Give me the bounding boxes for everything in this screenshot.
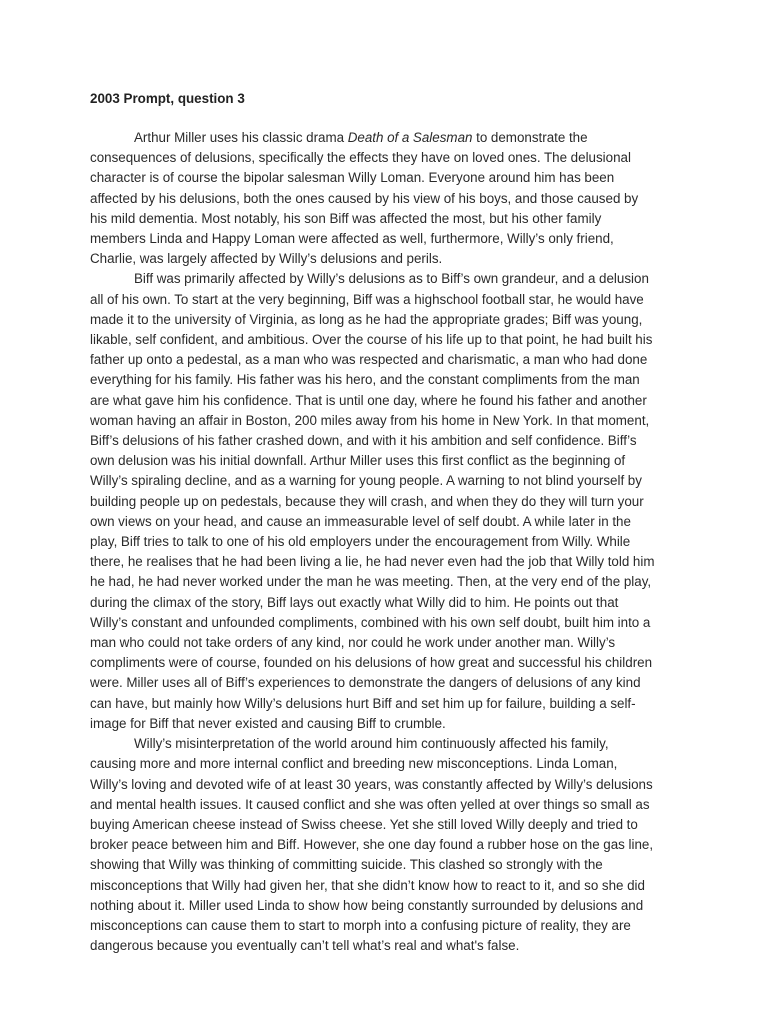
text-line: affected by his delusions, both the ones caused by his view of his boys, and those caused by [90, 190, 639, 206]
text-line: his mild dementia. Most notably, his son Biff was affected the most, but his other family [90, 210, 602, 226]
text-line: own delusion was his initial downfall. Arthur Miller uses this first conflict as the beginning of [90, 453, 626, 469]
document-title: 2003 Prompt, question 3 [90, 91, 245, 106]
text-line: play, Biff tries to talk to one of his old employers under the encouragement from Willy. While [90, 534, 631, 550]
text-line: Willy’s constant and unfounded compliments, combined with his own self doubt, built him into a [90, 614, 651, 630]
text-line: can have, but mainly how Willy’s delusions hurt Biff and set him up for failure, building a self- [90, 695, 636, 711]
text-line: Willy’s misinterpretation of the world around him continuously affected his family, [134, 736, 609, 752]
text-line: all of his own. To start at the very beginning, Biff was a highschool football star, he would have [90, 291, 644, 307]
text-line: Willy’s loving and devoted wife of at least 30 years, was constantly affected by Willy’s delusions [90, 776, 653, 792]
text-line: Arthur Miller uses his classic drama Death of a Salesman to demonstrate the [134, 130, 588, 145]
text-line: broker peace between him and Biff. However, she one day found a rubber hose on the gas line, [90, 837, 654, 853]
paragraphs-container [90, 128, 690, 956]
paragraph [90, 269, 690, 734]
text-line: nothing about it. Miller used Linda to show how being constantly surrounded by delusions and [90, 897, 644, 913]
text-line: showing that Willy was thinking of committing suicide. This clashed so strongly with the [90, 857, 603, 873]
text-line: everything for his family. His father was his hero, and the constant compliments from the man [90, 372, 640, 388]
text-line: image for Biff that never existed and causing Biff to crumble. [90, 715, 446, 731]
text-line: own views on your head, and cause an immeasurable level of self doubt. A while later in the [90, 513, 631, 529]
text-line: are what gave him his confidence. That is until one day, where he found his father and another [90, 392, 647, 408]
document-body [90, 89, 690, 956]
text-line: there, he realises that he had been living a lie, he had never even had the job that Willy told him [90, 554, 655, 570]
text-line: character is of course the bipolar salesman Willy Loman. Everyone around him has been [90, 170, 615, 186]
text-line: buying American cheese instead of Swiss cheese. Yet she still loved Willy deeply and tried to [90, 816, 638, 832]
text-line: were. Miller uses all of Biff’s experiences to demonstrate the dangers of delusions of any kind [90, 675, 641, 691]
text-line: Biff was primarily affected by Willy’s delusions as to Biff’s own grandeur, and a delusion [134, 271, 649, 287]
text-line: woman having an affair in Boston, 200 miles away from his home in New York. In that moment, [90, 412, 650, 428]
paragraph [90, 128, 690, 269]
text-line: father up onto a pedestal, as a man who was respected and charismatic, a man who had done [90, 352, 648, 368]
text-line: likable, self confident, and ambitious. Over the course of his life up to that point, he had built his [90, 332, 653, 348]
text-line: misconceptions that Willy had given her, that she didn’t know how to react to it, and so she did [90, 877, 645, 893]
text-line: misconceptions can cause them to start to morph into a confusing picture of reality, they are [90, 917, 631, 933]
text-line: causing more and more internal conflict and breeding new misconceptions. Linda Loman, [90, 756, 618, 772]
text-line: during the climax of the story, Biff lays out exactly what Willy did to him. He points out that [90, 594, 619, 610]
text-line: members Linda and Happy Loman were affected as well, furthermore, Willy’s only friend, [90, 231, 614, 247]
text-line: Biff’s delusions of his father crashed down, and with it his ambition and self confidence. Biff’s [90, 433, 637, 449]
text-line: building people up on pedestals, because they will crash, and when they do they will turn your [90, 493, 644, 509]
text-line: consequences of delusions, specifically the effects they have on loved ones. The delusional [90, 150, 631, 166]
text-line: he had, he had never worked under the man he was meeting. Then, at the very end of the play, [90, 574, 652, 590]
paragraph [90, 734, 690, 956]
text-line: Willy’s spiraling decline, and as a warning for young people. A warning to not blind yourself by [90, 473, 642, 489]
text-line: and mental health issues. It caused conflict and she was often yelled at over things so small as [90, 796, 650, 812]
text-line: man who could not take orders of any kind, nor could he work under another man. Willy’s [90, 635, 616, 651]
text-line: dangerous because you eventually can’t tell what’s real and what's false. [90, 938, 520, 954]
text-line: Charlie, was largely affected by Willy’s delusions and perils. [90, 251, 443, 267]
text-line: compliments were of course, founded on his delusions of how great and successful his children [90, 655, 653, 671]
text-line: made it to the university of Virginia, as long as he had the appropriate grades; Biff was young, [90, 311, 643, 327]
italic-title: Death of a Salesman [347, 130, 473, 145]
